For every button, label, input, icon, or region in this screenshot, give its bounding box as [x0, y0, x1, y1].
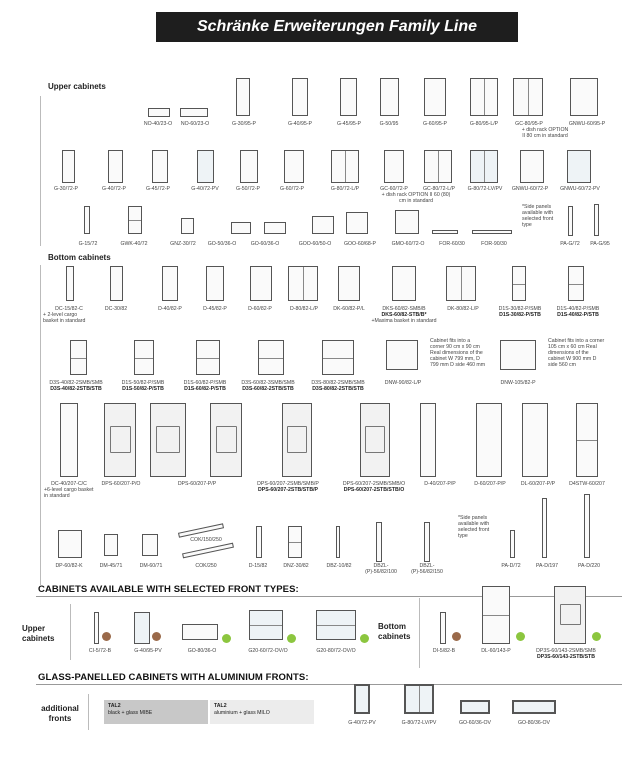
cabinet-label-bold: D1S-30/82-P/STB: [499, 312, 541, 318]
cabinet-drawing: [316, 610, 356, 640]
cabinet-drawing: [206, 266, 224, 301]
section-bottom-cabinets: Bottom cabinets: [48, 253, 111, 262]
cabinet-label: GOO-60/68-P: [343, 241, 376, 247]
swatch-tal2-mibe: [104, 700, 208, 724]
cabinet-drawing: [134, 340, 154, 375]
section-bracket: [40, 96, 41, 246]
cabinet-drawing: [231, 222, 251, 234]
cabinet-label: DPS-60/207-P/P: [177, 481, 217, 487]
cabinet-drawing: [152, 150, 168, 183]
cabinet-label: PA-G/72: [560, 241, 580, 247]
section-bracket: [419, 598, 420, 668]
cabinet-label: DPS-60/207-P/O: [101, 481, 141, 487]
cabinet-drawing: [322, 340, 354, 375]
cabinet-label: GNWU-60/95-P: [568, 121, 606, 127]
cabinet-drawing: [470, 150, 498, 183]
swatch-description: aluminium + glass MILO: [214, 709, 270, 716]
cabinet-drawing: [336, 526, 340, 558]
swatch-title: TAL2: [108, 703, 121, 709]
cabinet-label: DP-60/82-K: [55, 563, 83, 569]
cabinet-drawing: [331, 150, 359, 183]
cabinet-label: GO-80/36-O: [187, 648, 217, 654]
cabinet-label: DNW-105/82-P: [500, 380, 536, 386]
cabinet-label: G20-60/72-OV/O: [248, 648, 288, 654]
cabinet-drawing: [282, 403, 312, 477]
cabinet-label: DNZ-30/82: [283, 563, 309, 569]
cabinet-label-bold: D3S-80/82-2STB/STB: [312, 386, 364, 392]
cabinet-drawing: [460, 700, 490, 714]
cabinet-label-bold: D1S-50/82-P/STB: [122, 386, 164, 392]
cabinet-drawing: [542, 498, 547, 558]
cabinet-label: D-40/82-P: [158, 306, 182, 312]
cabinet-label: D1S-40/82-P/SMB: [556, 306, 600, 312]
cabinet-label: GO-60/36-OV: [458, 720, 491, 726]
cabinet-drawing: [84, 206, 90, 234]
cabinet-drawing: [142, 534, 158, 556]
cabinet-label: G-30/72-P: [54, 186, 78, 192]
cabinet-drawing: [181, 218, 194, 234]
cabinet-label: GO-80/36-OV: [517, 720, 550, 726]
cabinet-label: G-50/95: [379, 121, 399, 127]
cabinet-label: GNZ-30/72: [170, 241, 196, 247]
cabinet-label: DP3S-60/143-2SMB/SMB: [536, 648, 596, 654]
cabinet-drawing: [568, 206, 573, 236]
cabinet-drawing: [386, 340, 418, 370]
cabinet-drawing: [264, 222, 286, 234]
cabinet-drawing: [584, 494, 590, 558]
cabinet-label: DC-30/82: [104, 306, 128, 312]
cabinet-drawing: [180, 108, 208, 117]
cabinet-label: GNWU-60/72-P: [511, 186, 549, 192]
cabinet-drawing: [568, 266, 584, 301]
cabinet-label: DM-60/71: [139, 563, 163, 569]
cabinet-label: G-45/95-P: [337, 121, 361, 127]
available-fronts-heading: CABINETS AVAILABLE WITH SELECTED FRONT TYPES:: [38, 584, 299, 595]
cabinet-label: G-15/72: [78, 241, 98, 247]
cabinet-drawing: [472, 230, 512, 234]
cabinet-label: D4STW-60/207: [569, 481, 605, 487]
cabinet-drawing: [512, 700, 556, 714]
glass-panelled-heading: GLASS-PANELLED CABINETS WITH ALUMINIUM FRONTS:: [38, 672, 309, 683]
maxima-basket-note: +Maxima basket in standard: [371, 318, 437, 324]
cabinet-drawing: [522, 403, 548, 477]
cabinet-drawing: [567, 150, 591, 183]
cabinet-drawing: [440, 612, 446, 644]
cabinet-label: G-80/95-L/P: [469, 121, 499, 127]
cabinet-drawing: [150, 403, 186, 477]
cabinet-drawing: [148, 108, 170, 117]
cabinet-label: D-45/82-P: [203, 306, 227, 312]
cabinet-drawing: [554, 586, 586, 644]
cabinet-label: GNWU-60/72-PV: [560, 186, 600, 192]
cabinet-drawing: [288, 266, 318, 301]
cabinet-drawing: [513, 78, 543, 116]
cabinet-drawing: [420, 403, 436, 477]
cabinet-label: G-60/95-P: [423, 121, 447, 127]
color-dot-green: [592, 632, 601, 641]
cabinet-drawing: [182, 543, 234, 559]
divider: [36, 596, 622, 597]
side-panel-note: *Side panels available with selected front type: [458, 515, 490, 539]
section-bracket: [40, 265, 41, 585]
cabinet-drawing: [70, 340, 87, 375]
cabinet-label: DL-60/143-P: [481, 648, 511, 654]
cabinet-label: DL-60/207-P/P: [520, 481, 556, 487]
swatch-description: black + glass MIBE: [108, 709, 153, 716]
cabinet-drawing: [66, 266, 74, 301]
cabinet-drawing: [312, 216, 334, 234]
cabinet-label: DI-5/82-B: [432, 648, 456, 654]
cabinet-label-bold: DKS-60/82-STB/B*: [381, 312, 427, 318]
cabinet-drawing: [446, 266, 476, 301]
cabinet-label: D1S-50/82-P/SMB: [121, 380, 165, 386]
cabinet-drawing: [346, 212, 368, 234]
cabinet-label-bold: D1S-40/82-P/STB: [557, 312, 599, 318]
cabinet-label: G-40/72-PV: [191, 186, 219, 192]
swatch-title: TAL2: [214, 703, 227, 709]
cabinet-drawing: [110, 266, 123, 301]
cabinet-drawing: [128, 206, 142, 234]
cabinet-drawing: [424, 150, 452, 183]
additional-fronts-label: additional fronts: [41, 704, 79, 723]
cabinet-label: DPS-60/207-2SMB/SMB/P: [257, 481, 319, 487]
cabinet-drawing: [354, 684, 370, 714]
cabinet-label: DNW-90/82-L/P: [384, 380, 422, 386]
cargo-basket-note: +6-level cargo basket in standard: [44, 487, 94, 499]
cabinet-label: GO-50/36-O: [207, 241, 237, 247]
cabinet-drawing: [240, 150, 258, 183]
cabinet-label: G-40/95-PV: [134, 648, 162, 654]
cabinet-label: DBZ-10/82: [326, 563, 352, 569]
cabinet-label: G-40/95-P: [288, 121, 312, 127]
cabinet-label: DKS-60/82-SMB/B: [382, 306, 426, 312]
cabinet-label: D1S-60/82-P/SMB: [183, 380, 227, 386]
corner-note: Cabinet fits into a corner 90 cm x 90 cm Real dimensions of the cabinet W 799 mm, D 799 mm D side 460 mm: [430, 338, 486, 368]
cabinet-label: G-60/72-P: [280, 186, 304, 192]
cabinet-drawing: [380, 78, 399, 116]
cabinet-drawing: [520, 150, 544, 183]
section-upper-cabinets: Upper cabinets: [48, 82, 106, 91]
cabinet-label: D-15/82: [248, 563, 268, 569]
cabinet-drawing: [104, 534, 118, 556]
cabinet-label: D3S-40/82-2SMB/SMB: [49, 380, 103, 386]
cabinet-label: DBZL-(P)-56/82/150: [411, 563, 443, 575]
cabinet-label: GC-60/72-P: [380, 186, 408, 192]
cabinet-label: PA-G/95: [590, 241, 610, 247]
cabinet-label: FOR-60/30: [439, 241, 465, 247]
cabinet-drawing: [197, 150, 214, 183]
cabinet-label: DBZL-(P)-56/82/100: [365, 563, 397, 575]
color-dot-brown: [152, 632, 161, 641]
cabinet-label: GMO-60/72-O: [391, 241, 425, 247]
cabinet-label: G-40/72-P: [102, 186, 126, 192]
cabinet-label: DC-40/207-C/C: [51, 481, 87, 487]
cabinet-drawing: [256, 526, 262, 558]
cabinet-label: CI-5/72-B: [88, 648, 112, 654]
cabinet-label: COK/250: [195, 563, 217, 569]
cabinet-label: G-80/72-LV/PV: [467, 186, 503, 192]
cabinet-drawing: [510, 530, 515, 558]
cabinet-label: G-45/72-P: [146, 186, 170, 192]
cabinet-label: DC-15/82-C: [55, 306, 83, 312]
cabinet-drawing: [134, 612, 150, 644]
cabinet-label: FOR-90/30: [481, 241, 507, 247]
cabinet-drawing: [404, 684, 434, 714]
bottom-cabinets-label: Bottom cabinets: [378, 622, 411, 641]
section-bracket: [70, 604, 71, 660]
cabinet-label: D-40/207-P/P: [424, 481, 456, 487]
cabinet-label: PA-D/72: [501, 563, 521, 569]
cabinet-label: D-60/207-P/P: [474, 481, 506, 487]
cabinet-label: GC-80/72-L/P: [422, 186, 455, 192]
page-title: Schränke Erweiterungen Family Line: [156, 12, 518, 42]
cabinet-drawing: [376, 522, 382, 562]
cabinet-label: DK-80/82-L/P: [447, 306, 479, 312]
cabinet-label: NO-60/23-O: [180, 121, 210, 127]
cabinet-label: G-80/72-LV/PV: [401, 720, 437, 726]
cabinet-drawing: [392, 266, 416, 301]
cabinet-drawing: [432, 230, 458, 234]
cabinet-label: G-50/72-P: [236, 186, 260, 192]
cabinet-label: GC-80/95-P: [515, 121, 543, 127]
cabinet-drawing: [210, 403, 242, 477]
cabinet-drawing: [338, 266, 360, 301]
color-dot-brown: [452, 632, 461, 641]
cabinet-drawing: [284, 150, 304, 183]
cabinet-drawing: [104, 403, 136, 477]
cabinet-drawing: [236, 78, 250, 116]
swatch-tal2-milo: [210, 700, 314, 724]
cabinet-label: D3S-80/82-2SMB/SMB: [311, 380, 365, 386]
cabinet-drawing: [340, 78, 357, 116]
cabinet-drawing: [258, 340, 284, 375]
cabinet-label: D3S-60/82-3SMB/SMB: [241, 380, 295, 386]
section-bracket: [88, 694, 89, 730]
cabinet-drawing: [108, 150, 123, 183]
cabinet-drawing: [288, 526, 302, 558]
cabinet-drawing: [476, 403, 502, 477]
cabinet-label: COK/150/250: [190, 537, 222, 543]
cabinet-drawing: [482, 586, 510, 644]
cabinet-label: D-60/82-P: [248, 306, 272, 312]
upper-cabinets-label: Upper cabinets: [22, 624, 55, 643]
cabinet-drawing: [500, 340, 536, 370]
cabinet-drawing: [424, 522, 430, 562]
cabinet-drawing: [250, 266, 272, 301]
cabinet-drawing: [576, 403, 598, 477]
cabinet-drawing: [162, 266, 178, 301]
cabinet-label: GOO-60/50-O: [298, 241, 332, 247]
cabinet-label: DPS-60/207-2SMB/SMB/O: [342, 481, 406, 487]
color-dot-green: [222, 634, 231, 643]
cabinet-label-bold: D1S-60/82-P/STB: [184, 386, 226, 392]
cabinet-drawing: [94, 612, 99, 644]
cabinet-label: D-80/82-L/P: [290, 306, 318, 312]
cabinet-label: G-30/95-P: [232, 121, 256, 127]
color-dot-green: [287, 634, 296, 643]
cabinet-label-bold: D3S-60/82-2STB/STB: [242, 386, 294, 392]
cabinet-drawing: [249, 610, 283, 640]
cabinet-label-bold: DP3S-60/143-2STB/STB: [537, 654, 595, 660]
cabinet-drawing: [384, 150, 404, 183]
cabinet-label: G20-80/72-OV/O: [316, 648, 356, 654]
cabinet-label: PA-D/197: [535, 563, 559, 569]
side-panel-note: *Side panels available with selected front type: [522, 204, 554, 228]
cabinet-label-bold: DPS-60/207-2STB/STB/P: [258, 487, 318, 493]
cabinet-drawing: [395, 210, 419, 234]
cabinet-label: DK-60/82-P/L: [333, 306, 365, 312]
cabinet-drawing: [178, 523, 224, 537]
cabinet-drawing: [360, 403, 390, 477]
cabinet-label: G-40/72-PV: [348, 720, 376, 726]
color-dot-brown: [102, 632, 111, 641]
cabinet-label: D1S-30/82-P/SMB: [498, 306, 542, 312]
cabinet-label: G-80/72-L/P: [330, 186, 360, 192]
corner-note: Cabinet fits into a corner 105 cm x 60 cm Real dimensions of the cabinet W 900 mm D side 560 cm: [548, 338, 605, 368]
cargo-basket-note: + 2-level cargo basket in standard: [43, 312, 86, 324]
cabinet-label: DM-45/71: [99, 563, 123, 569]
cabinet-label-bold: DPS-60/207-2STB/STB/O: [343, 487, 405, 493]
color-dot-green: [360, 634, 369, 643]
cabinet-drawing: [292, 78, 308, 116]
divider: [36, 684, 622, 685]
dish-rack-note: + dish rack OPTION II 80 cm in standard: [521, 127, 569, 139]
cabinet-drawing: [58, 530, 82, 558]
cabinet-drawing: [512, 266, 526, 301]
cabinet-label-bold: D3S-40/82-2STB/STB: [50, 386, 102, 392]
cabinet-drawing: [570, 78, 598, 116]
cabinet-drawing: [196, 340, 220, 375]
cabinet-drawing: [60, 403, 78, 477]
color-dot-green: [516, 632, 525, 641]
cabinet-label: GWK-40/72: [120, 241, 148, 247]
cabinet-label: NO-40/23-O: [143, 121, 173, 127]
cabinet-label: GO-60/36-O: [250, 241, 280, 247]
cabinet-drawing: [470, 78, 498, 116]
cabinet-drawing: [594, 204, 599, 236]
cabinet-drawing: [62, 150, 75, 183]
dish-rack-note: + dish rack OPTION II 60 (80) cm in standard: [381, 192, 451, 204]
cabinet-drawing: [182, 624, 218, 640]
cabinet-label: PA-D/220: [577, 563, 601, 569]
cabinet-drawing: [424, 78, 446, 116]
